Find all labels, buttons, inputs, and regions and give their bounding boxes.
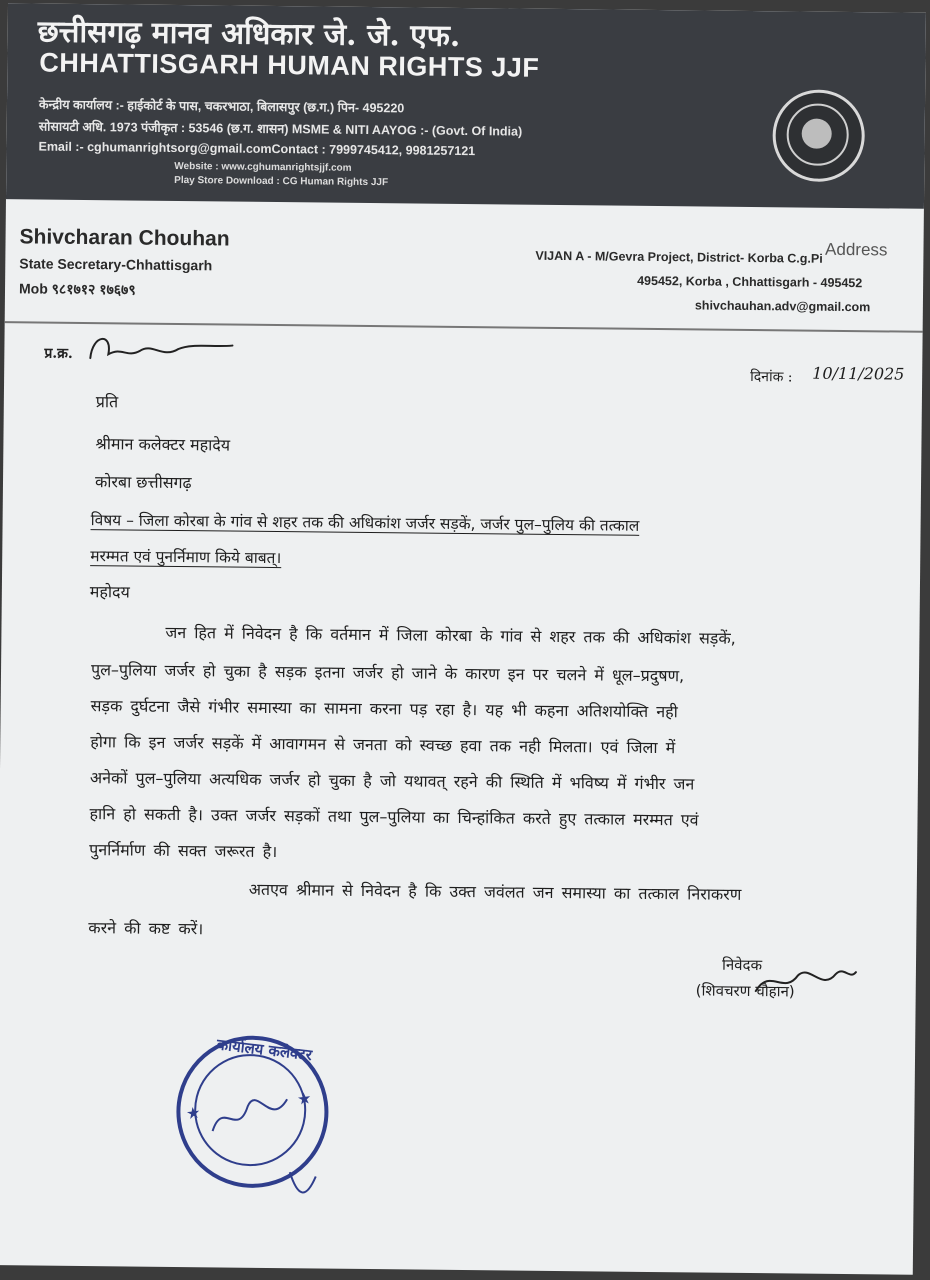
reference-scribble bbox=[82, 328, 242, 370]
signature bbox=[750, 961, 860, 1002]
recipient-place: कोरबा छत्तीसगढ़ bbox=[94, 472, 192, 493]
stamp-text: कार्यालय कलेक्टर bbox=[215, 1035, 313, 1065]
subject-line-2: मरम्मत एवं पुनर्निमाण किये बाबत्। bbox=[90, 547, 282, 568]
registration-info: सोसायटी अधि. 1973 पंजीकृत : 53546 (छ.ग. शासन) MSME & NITI AAYOG :- (Govt. Of India) bbox=[38, 119, 523, 139]
closing: निवेदक bbox=[721, 955, 763, 975]
date-value: 10/11/2025 bbox=[812, 363, 905, 384]
office-address: केन्द्रीय कार्यालय :- हाईकोर्ट के पास, चकरभाठा, बिलासपुर (छ.ग.) पिन- 495220 bbox=[38, 97, 405, 116]
address-email: shivchauhan.adv@gmail.com bbox=[694, 298, 871, 315]
body-line: अतएव श्रीमान से निवेदन है कि उक्त जवंलत जन समास्या का तत्काल निराकरण bbox=[248, 879, 742, 904]
stamp-scribble bbox=[201, 1081, 298, 1152]
body-line: पुल–पुलिया जर्जर हो चुका है सड़क इतना जर्जर हो जाने के कारण इन पर चलने में धूल–प्रदुषण, bbox=[90, 660, 685, 686]
signatory-name: (शिवचरण चौहान) bbox=[695, 981, 795, 1001]
letter-page bbox=[0, 3, 926, 1275]
sender-mobile: Mob ९८१७१२ १७६७९ bbox=[18, 280, 136, 298]
recipient-title: श्रीमान कलेक्टर महादेय bbox=[95, 434, 231, 455]
star-icon: ★ bbox=[184, 1102, 202, 1124]
date-label: दिनांक : bbox=[750, 368, 793, 386]
org-name-hindi: छत्तीसगढ़ मानव अधिकार जे. जे. एफ. bbox=[37, 14, 461, 54]
address-title: Address bbox=[825, 239, 888, 260]
body-line: जन हित में निवेदन है कि वर्तमान में जिला कोरबा के गांव से शहर तक की अधिकांश सड़कें, bbox=[165, 622, 736, 648]
org-name-english: CHHATTISGARH HUMAN RIGHTS JJF bbox=[39, 47, 540, 83]
body-line: होगा कि इन जर्जर सड़कें में आवागमन से जनता को स्वच्छ हवा तक नही मिलता। एवं जिला में bbox=[90, 732, 676, 758]
address-line-2: 495452, Korba , Chhattisgarh - 495452 bbox=[637, 273, 863, 291]
sender-designation: State Secretary-Chhattisgarh bbox=[19, 255, 213, 274]
initial-mark bbox=[283, 1166, 323, 1206]
star-icon: ★ bbox=[295, 1088, 313, 1109]
address-line-1: VIJAN A - M/Gevra Project, District- Korba C.g.Pi bbox=[535, 248, 823, 266]
playstore-info: Play Store Download : CG Human Rights JJF bbox=[174, 174, 389, 189]
body-line: पुनर्निर्माण की सक्त जरूरत है। bbox=[89, 840, 278, 862]
letterhead bbox=[6, 3, 926, 209]
body-line: अनेकों पुल–पुलिया अत्यधिक जर्जर हो चुका है जो यथावत् रहने की स्थिति में भविष्य में गंभीर जन bbox=[89, 768, 695, 794]
reference-label: प्र.क्र. bbox=[44, 345, 73, 362]
website-info: Website : www.cghumanrightsjjf.com bbox=[174, 160, 352, 174]
body-line: हानि हो सकती है। उक्त जर्जर सड़कों तथा पुल–पुलिया का चिन्हांकित करते हुए तत्काल मरम्मत एवं bbox=[89, 804, 699, 830]
subject-line-1: विषय – जिला कोरबा के गांव से शहर तक की अधिकांश जर्जर सड़कें, जर्जर पुल–पुलिय की तत्काल bbox=[90, 511, 640, 535]
sender-name: Shivcharan Chouhan bbox=[19, 225, 230, 251]
org-logo bbox=[772, 89, 865, 182]
body-line: करने की कष्ट करें। bbox=[88, 918, 204, 939]
contact-info: Email :- cghumanrightsorg@gmail.comContact : 7999745412, 9981257121 bbox=[38, 139, 476, 159]
body-line: सड़क दुर्घटना जैसे गंभीर समास्या का सामना करना पड़ रहा है। यह भी कहना अतिशयोक्ति नही bbox=[90, 696, 678, 722]
salutation: महोदय bbox=[89, 582, 130, 602]
to-label: प्रति bbox=[95, 392, 119, 412]
